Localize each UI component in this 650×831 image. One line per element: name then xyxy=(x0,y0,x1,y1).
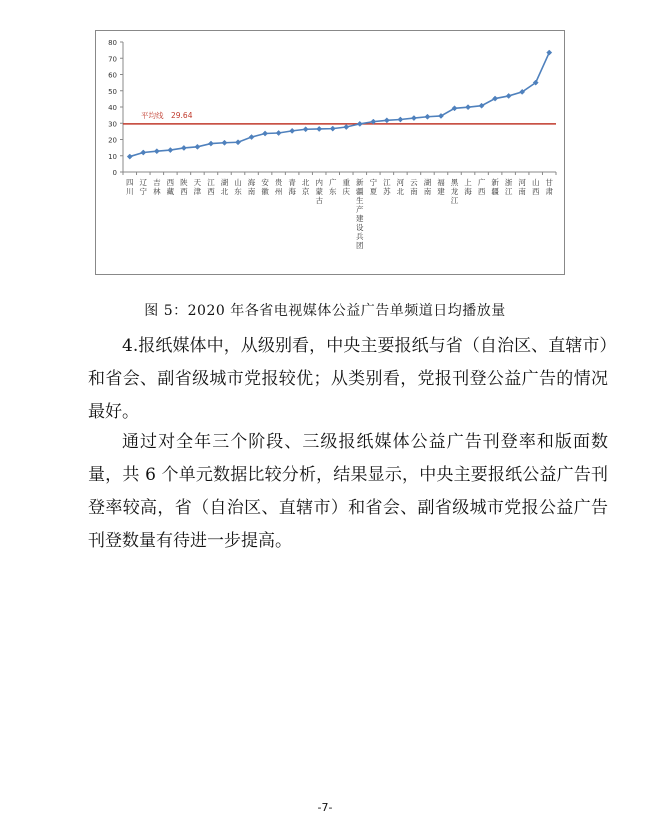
x-tick-label: 海南 xyxy=(247,178,256,196)
data-point-marker xyxy=(181,145,186,150)
data-point-marker xyxy=(127,154,132,159)
x-tick-label: 山西 xyxy=(531,178,540,196)
y-tick-label: 50 xyxy=(108,87,117,96)
chart-frame xyxy=(95,30,565,275)
line-chart xyxy=(96,31,566,276)
x-tick-label: 新疆 xyxy=(491,178,499,196)
x-tick-label: 湖北 xyxy=(220,178,229,196)
x-tick-label: 河南 xyxy=(518,178,526,196)
x-tick-label: 上海 xyxy=(464,178,472,196)
x-tick-label: 内蒙古 xyxy=(315,178,323,205)
data-point-marker xyxy=(208,141,213,146)
y-tick-label: 40 xyxy=(108,104,117,112)
x-tick-label: 湖南 xyxy=(423,178,432,196)
x-tick-label: 新疆生产建设兵团 xyxy=(356,178,364,250)
data-point-marker xyxy=(330,126,335,131)
x-tick-label: 西藏 xyxy=(166,178,175,196)
data-point-marker xyxy=(465,105,470,110)
series-line xyxy=(130,53,549,157)
y-tick-label: 80 xyxy=(108,39,117,47)
data-point-marker xyxy=(195,144,200,149)
x-tick-label: 江西 xyxy=(207,178,215,196)
x-tick-label: 浙江 xyxy=(504,178,513,196)
y-tick-label: 60 xyxy=(108,71,117,80)
x-tick-label: 贵州 xyxy=(274,178,283,196)
paragraph-newspaper-summary: 4.报纸媒体中，从级别看，中央主要报纸与省（自治区、直辖市）和省会、副省级城市党报较优；从类别看，党报刊登公益广告的情况最好。 xyxy=(88,336,608,422)
data-point-marker xyxy=(547,50,552,55)
x-tick-label: 广西 xyxy=(477,178,486,196)
data-point-marker xyxy=(168,147,173,152)
x-tick-label: 重庆 xyxy=(342,178,351,196)
x-tick-label: 四川 xyxy=(126,178,134,196)
data-point-marker xyxy=(317,126,322,131)
data-point-marker xyxy=(154,149,159,154)
x-tick-label: 广东 xyxy=(328,178,337,196)
data-point-marker xyxy=(249,134,254,139)
x-tick-label: 安徽 xyxy=(261,178,269,196)
x-tick-label: 辽宁 xyxy=(139,178,148,196)
page-number: -7- xyxy=(317,801,333,814)
data-point-marker xyxy=(235,140,240,145)
x-tick-label: 青海 xyxy=(288,178,296,196)
x-tick-label: 吉林 xyxy=(153,178,161,196)
y-tick-label: 10 xyxy=(108,152,117,161)
y-tick-label: 20 xyxy=(108,136,117,145)
x-tick-label: 北京 xyxy=(301,178,310,196)
data-point-marker xyxy=(344,124,349,129)
average-line-value: 29.64 xyxy=(171,110,193,120)
data-point-marker xyxy=(425,114,430,119)
data-point-marker xyxy=(506,93,511,98)
data-point-marker xyxy=(411,115,416,120)
x-tick-label: 黑龙江 xyxy=(450,178,459,205)
x-tick-label: 陕西 xyxy=(180,178,188,196)
data-point-marker xyxy=(262,131,267,136)
x-tick-label: 山东 xyxy=(234,178,242,196)
data-point-marker xyxy=(398,117,403,122)
x-tick-label: 天津 xyxy=(193,178,202,196)
data-point-marker xyxy=(222,140,227,145)
average-line-label: 平均线 xyxy=(141,110,164,120)
data-point-marker xyxy=(357,121,362,126)
data-point-marker xyxy=(276,130,281,135)
x-tick-label: 云南 xyxy=(410,178,418,196)
data-point-marker xyxy=(303,127,308,132)
data-point-marker xyxy=(290,128,295,133)
data-point-marker xyxy=(141,150,146,155)
y-tick-label: 70 xyxy=(108,55,117,64)
paragraph-analysis-result: 通过对全年三个阶段、三级报纸媒体公益广告刊登率和版面数量，共 6 个单元数据比较分析，结果显示，中央主要报纸公益广告刊登率较高，省（自治区、直辖市）和省会、副省级城市党报公益广告刊登数量有待进一步提高。 xyxy=(88,432,608,551)
figure-caption: 图 5：2020 年各省电视媒体公益广告单频道日均播放量 xyxy=(144,303,506,319)
x-tick-label: 江苏 xyxy=(383,178,391,196)
x-tick-label: 宁夏 xyxy=(369,178,378,196)
x-tick-label: 甘肃 xyxy=(545,178,553,196)
y-tick-label: 30 xyxy=(108,120,117,129)
x-tick-label: 福建 xyxy=(437,178,445,196)
x-tick-label: 河北 xyxy=(396,178,405,196)
y-tick-label: 0 xyxy=(112,169,117,177)
data-point-marker xyxy=(384,118,389,123)
